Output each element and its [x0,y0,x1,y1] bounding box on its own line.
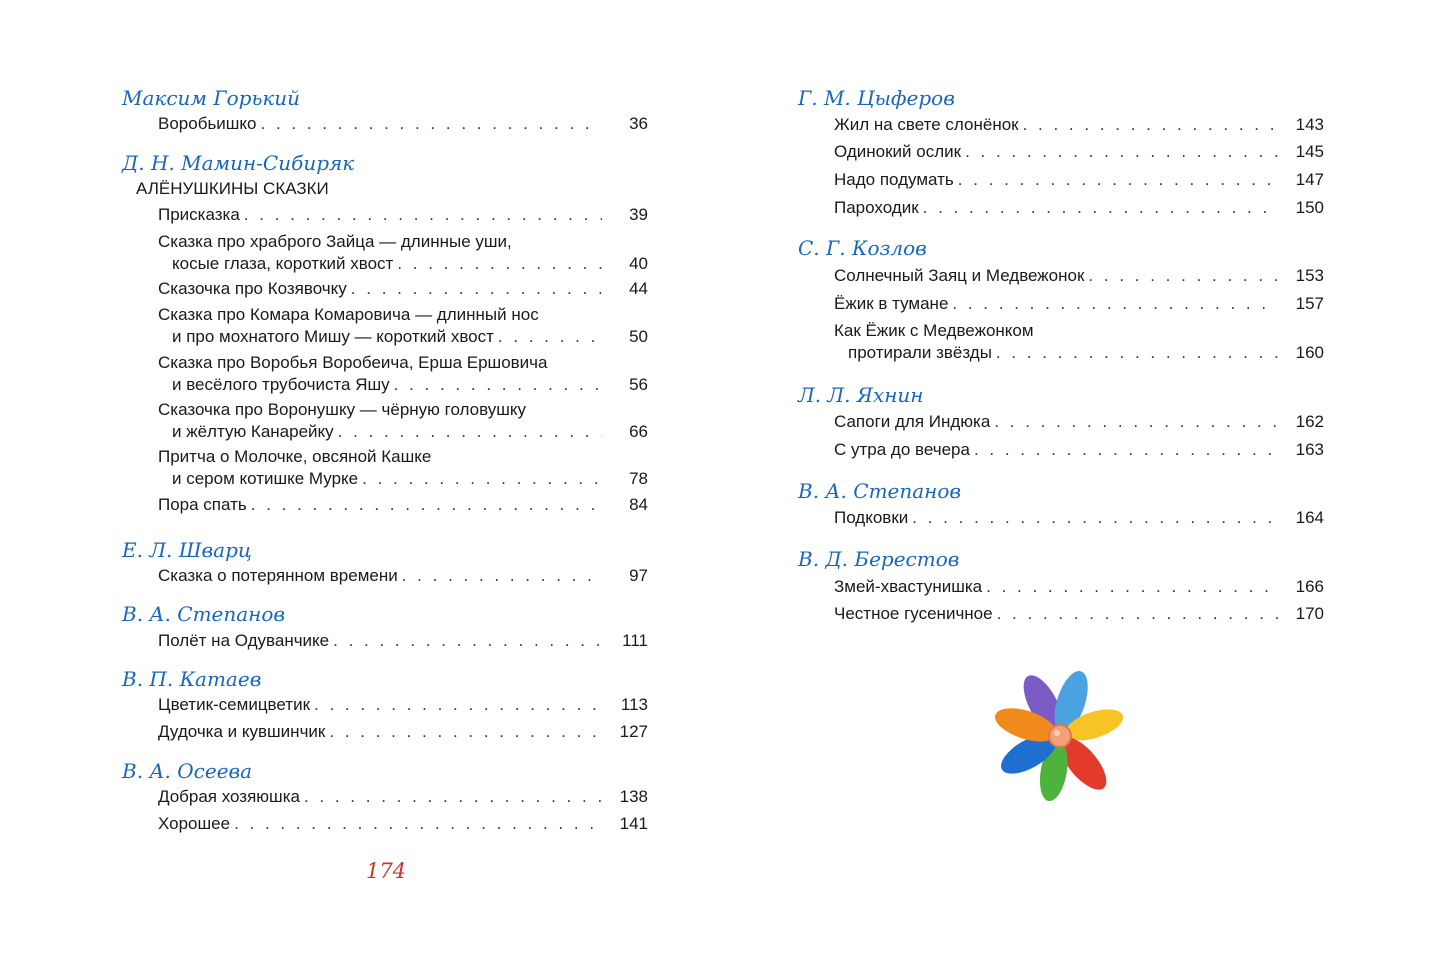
entry-title: и про мохнатого Мишу — короткий хвост [172,327,494,346]
author-heading: В. П. Катаев [122,667,262,691]
entry-title: косые глаза, короткий хвост [172,254,394,273]
entry-page: 40 [629,254,648,273]
entry-page: 166 [1295,577,1324,596]
section-subheading: АЛЁНУШКИНЫ СКАЗКИ [136,179,329,198]
entry-page: 78 [629,469,648,488]
entry-title: Присказка [158,205,240,224]
entry-page: 127 [619,722,648,741]
author-heading: Максим Горький [122,86,301,110]
toc-entry[interactable] [834,576,1324,598]
entry-title: и жёлтую Канарейку [172,422,334,441]
entry-title: Надо подумать [834,170,954,189]
flower-icon [990,668,1138,808]
toc-entry[interactable] [834,197,1324,219]
entry-page: 141 [619,814,648,833]
entry-title: и весёлого трубочиста Яшу [172,375,390,394]
entry-title: Дудочка и кувшинчик [158,722,326,741]
entry-page: 36 [629,114,648,133]
toc-entry[interactable] [158,494,648,516]
entry-title: Полёт на Одуванчике [158,631,330,650]
entry-title: Змей-хвастунишка [834,577,983,596]
entry-title: Добрая хозяюшка [158,787,300,806]
toc-entry[interactable] [834,293,1324,315]
entry-page: 150 [1295,198,1324,217]
entry-title: Сапоги для Индюка [834,412,991,431]
toc-entry[interactable] [158,786,648,808]
flower-center [1049,725,1071,747]
entry-title: протирали звёзды [848,343,992,362]
entry-page: 66 [629,422,648,441]
entry-title-line1: Сказка про Комара Комаровича — длинный нос [158,305,539,324]
toc-entry[interactable] [158,113,648,135]
entry-page: 143 [1295,115,1324,134]
toc-entry[interactable] [834,411,1324,433]
toc-entry[interactable] [158,204,648,226]
toc-entry[interactable] [834,320,1324,364]
author-heading: В. А. Степанов [798,479,962,503]
entry-page: 160 [1295,343,1324,362]
entry-title-line1: Сказка про Воробья Воробеича, Ерша Ершовича [158,353,548,372]
author-heading: Л. Л. Яхнин [798,383,924,407]
entry-page: 56 [629,375,648,394]
toc-entry[interactable] [834,141,1324,163]
entry-page: 145 [1295,142,1324,161]
entry-title: Хорошее [158,814,231,833]
entry-title: Сказка о потерянном времени [158,566,398,585]
entry-title: Сказочка про Козявочку [158,279,347,298]
entry-title-line1: Притча о Молочке, овсяной Кашке [158,447,432,466]
entry-page: 153 [1295,266,1324,285]
toc-entry[interactable] [158,630,648,652]
entry-title-line1: Сказка про храброго Зайца — длинные уши, [158,232,512,251]
entry-page: 39 [629,205,648,224]
entry-page: 138 [619,787,648,806]
entry-title: Честное гусеничное [834,604,993,623]
toc-entry[interactable] [834,114,1324,136]
toc-entry[interactable] [158,565,648,587]
entry-page: 111 [622,631,648,650]
toc-entry[interactable] [158,278,648,300]
entry-page: 113 [620,695,648,714]
author-heading: Д. Н. Мамин-Сибиряк [122,151,355,175]
entry-page: 84 [629,495,648,514]
entry-title: Воробьишко [158,114,257,133]
entry-page: 163 [1295,440,1324,459]
toc-entry[interactable] [158,446,648,490]
author-heading: В. А. Осеева [122,759,253,783]
entry-title-line1: Как Ёжик с Медвежонком [834,321,1034,340]
entry-page: 50 [629,327,648,346]
entry-title: Пора спать [158,495,247,514]
entry-title: Солнечный Заяц и Медвежонок [834,266,1085,285]
toc-entry[interactable] [834,265,1324,287]
toc-entry[interactable] [158,352,648,396]
entry-title: Ёжик в тумане [834,294,949,313]
page-number: 174 [365,859,407,883]
entry-title-line1: Сказочка про Воронушку — чёрную головушку [158,400,527,419]
entry-page: 97 [629,566,648,585]
toc-entry[interactable] [158,694,648,716]
toc-entry[interactable] [158,231,648,275]
toc-entry[interactable] [158,813,648,835]
toc-entry[interactable] [834,169,1324,191]
toc-entry[interactable] [834,439,1324,461]
entry-title: Цветик-семицветик [158,695,311,714]
entry-title: С утра до вечера [834,440,970,459]
entry-title: Подковки [834,508,909,527]
toc-entry[interactable] [158,304,648,348]
toc-entry[interactable] [158,399,648,443]
author-heading: С. Г. Козлов [798,236,927,260]
entry-title: и сером котишке Мурке [172,469,359,488]
entry-title: Жил на свете слонёнок [834,115,1019,134]
entry-page: 157 [1295,294,1324,313]
entry-title: Пароходик [834,198,919,217]
entry-page: 164 [1295,508,1324,527]
entry-title: Одинокий ослик [834,142,962,161]
entry-page: 162 [1295,412,1324,431]
author-heading: В. Д. Берестов [798,547,960,571]
author-heading: В. А. Степанов [122,602,286,626]
author-heading: Е. Л. Шварц [122,538,252,562]
toc-entry[interactable] [834,603,1324,625]
entry-page: 44 [629,279,648,298]
author-heading: Г. М. Цыферов [798,86,955,110]
toc-entry[interactable] [834,507,1324,529]
entry-page: 170 [1295,604,1324,623]
entry-page: 147 [1295,170,1324,189]
toc-entry[interactable] [158,721,648,743]
